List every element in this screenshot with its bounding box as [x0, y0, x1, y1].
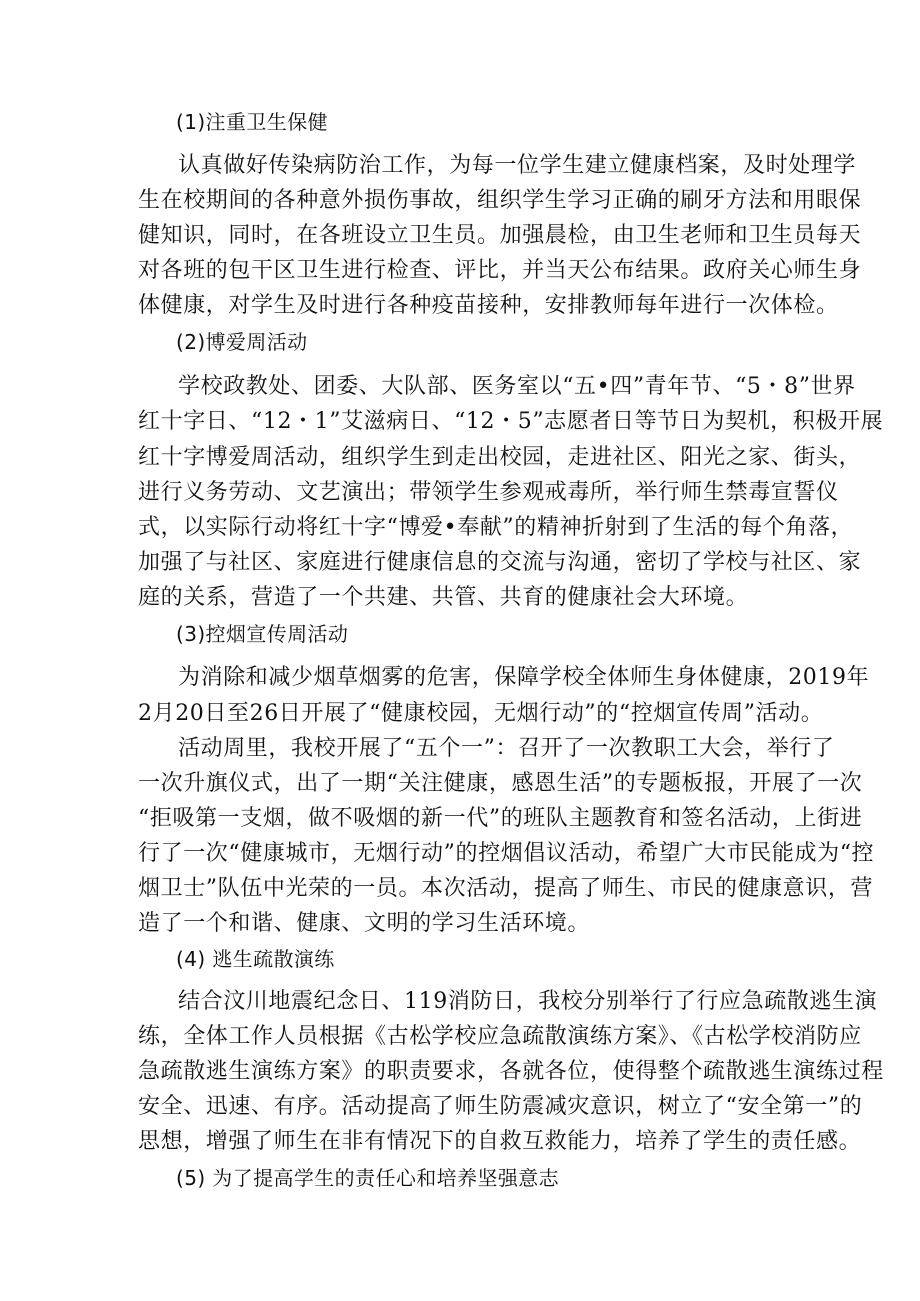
paragraph-line: “拒吸第一支烟，做不吸烟的新一代”的班队主题教育和签名活动，上街进 — [138, 806, 863, 831]
paragraph-line: 为消除和减少烟草烟雾的危害，保障学校全体师生身体健康，2019年 — [178, 665, 870, 690]
section-heading: (4) 逃生疏散演练 — [176, 947, 335, 971]
section-heading: (1)注重卫生保健 — [176, 110, 328, 134]
paragraph-line: 红十字博爱周活动，组织学生到走出校园，走进社区、阳光之家、街头， — [138, 445, 862, 470]
paragraph-line: 烟卫士”队伍中光荣的一员。本次活动，提高了师生、市民的健康意识，营 — [138, 876, 874, 901]
paragraph-line: 体健康，对学生及时进行各种疫苗接种，安排教师每年进行一次体检。 — [138, 293, 839, 318]
paragraph-line: 对各班的包干区卫生进行检查、评比，并当天公布结果。政府关心师生身 — [138, 258, 862, 283]
paragraph-line: 一次升旗仪式，出了一期“关注健康，感恩生活”的专题板报，开展了一次 — [138, 771, 863, 796]
paragraph-line: 式，以实际行动将红十字“博爱•奉献”的精神折射到了生活的每个角落， — [138, 515, 854, 540]
paragraph-line: 健知识，同时，在各班设立卫生员。加强晨检，由卫生老师和卫生员每天 — [138, 223, 862, 248]
paragraph-line: 急疏散逃生演练方案》的职责要求，各就各位，使得整个疏散逃生演练过程 — [138, 1059, 884, 1084]
paragraph-line: 认真做好传染病防治工作，为每一位学生建立健康档案，及时处理学 — [178, 153, 857, 178]
paragraph-line: 生在校期间的各种意外损伤事故，组织学生学习正确的刷牙方法和用眼保 — [138, 188, 862, 213]
paragraph-line: 2月20日至26日开展了“健康校园，无烟行动”的“控烟宣传周”活动。 — [138, 701, 824, 726]
section-heading: (2)博爱周活动 — [176, 330, 308, 354]
paragraph-line: 活动周里，我校开展了“五个一”：召开了一次教职工大会，举行了 — [178, 736, 835, 761]
paragraph-line: 庭的关系，营造了一个共建、共管、共育的健康社会大环境。 — [138, 585, 749, 610]
paragraph-line: 思想，增强了师生在非有情况下的自救互救能力，培养了学生的责任感。 — [138, 1129, 862, 1154]
paragraph-line: 进行义务劳动、文艺演出；带领学生参观戒毒所，举行师生禁毒宣誓仪 — [138, 480, 839, 505]
paragraph-line: 练，全体工作人员根据《古松学校应急疏散演练方案》、《古松学校消防应 — [138, 1024, 862, 1049]
paragraph-line: 结合汶川地震纪念日、119消防日，我校分别举行了行应急疏散逃生演 — [178, 989, 878, 1014]
paragraph-line: 学校政教处、团委、大队部、医务室以“五•四”青年节、“5・8”世界 — [178, 374, 856, 399]
paragraph-line: 行了一次“健康城市，无烟行动”的控烟倡议活动，希望广大市民能成为“控 — [138, 841, 875, 866]
section-heading: (3)控烟宣传周活动 — [176, 622, 349, 646]
paragraph-line: 红十字日、“12・1”艾滋病日、“12・5”志愿者日等节日为契机，积极开展 — [138, 409, 884, 434]
paragraph-line: 造了一个和谐、健康、文明的学习生活环境。 — [138, 911, 591, 936]
section-heading: (5) 为了提高学生的责任心和培养坚强意志 — [176, 1166, 560, 1190]
paragraph-line: 安全、迅速、有序。活动提高了师生防震减灾意识，树立了“安全第一”的 — [138, 1094, 863, 1119]
paragraph-line: 加强了与社区、家庭进行健康信息的交流与沟通，密切了学校与社区、家 — [138, 550, 862, 575]
